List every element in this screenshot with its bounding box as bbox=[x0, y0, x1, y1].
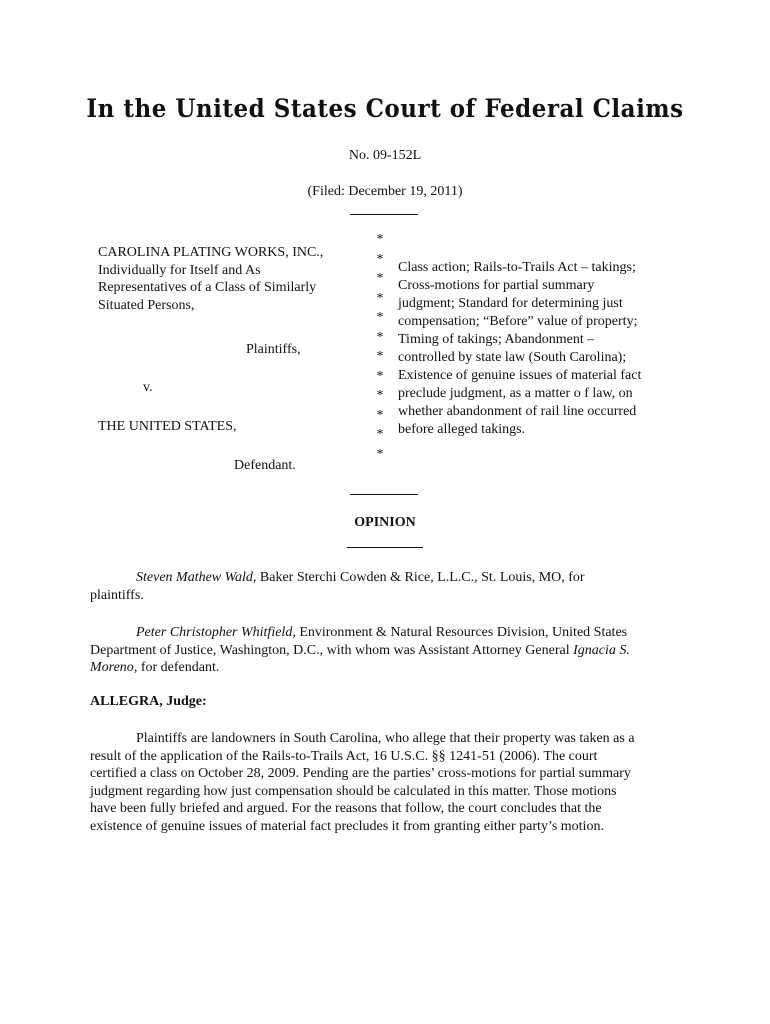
filed-date: (Filed: December 19, 2011) bbox=[307, 184, 463, 199]
defendant-name: THE UNITED STATES, bbox=[98, 419, 237, 434]
attorney-general-name: Ignacia S. bbox=[573, 642, 630, 658]
counsel-department: Department of Justice, Washington, D.C., with whom was Assistant Attorney General bbox=[90, 642, 574, 658]
summary-line: before alleged takings. bbox=[398, 422, 526, 437]
caption-star: * bbox=[376, 427, 384, 442]
court-title: In the United States Court of Federal Claims bbox=[86, 93, 684, 124]
defendant-label: Defendant. bbox=[234, 458, 296, 473]
divider-opinion bbox=[347, 547, 423, 548]
summary-line: Cross-motions for partial summary bbox=[398, 278, 595, 293]
counsel-defendant bbox=[90, 624, 690, 677]
caption-star: * bbox=[376, 251, 384, 267]
counsel-role: , for defendant. bbox=[133, 660, 220, 675]
caption-star: * bbox=[376, 349, 384, 364]
summary-line: preclude judgment, as a matter o f law, on bbox=[398, 386, 633, 401]
body-line: have been fully briefed and argued. For the reasons that follow, the court concludes that the bbox=[90, 801, 602, 816]
counsel-line bbox=[90, 624, 690, 642]
body-line: existence of genuine issues of material fact precludes it from granting either party’s motion. bbox=[90, 818, 604, 834]
counsel-firm: Baker Sterchi Cowden & Rice, L.L.C., St. Louis, MO, for bbox=[256, 570, 585, 585]
caption-star: * bbox=[376, 290, 384, 306]
counsel-line: plaintiffs. bbox=[90, 587, 144, 603]
counsel-division: , Environment & Natural Resources Division, United States bbox=[292, 625, 628, 640]
caption-star: * bbox=[376, 310, 384, 325]
counsel-name: Steven Mathew Wald, bbox=[136, 570, 257, 585]
opinion-heading: OPINION bbox=[354, 515, 416, 530]
divider-top bbox=[350, 214, 418, 215]
summary-line: Timing of takings; Abandonment – bbox=[398, 332, 595, 347]
caption-star: * bbox=[376, 271, 384, 286]
caption-star: * bbox=[376, 446, 384, 462]
caption-star: * bbox=[376, 368, 384, 384]
body-line: result of the application of the Rails-to-Trails Act, 16 U.S.C. §§ 1241-51 (2006). The court bbox=[90, 748, 598, 764]
summary-line: Existence of genuine issues of material fact bbox=[398, 368, 642, 383]
summary-line: compensation; “Before” value of property; bbox=[398, 314, 638, 329]
plaintiff-line: CAROLINA PLATING WORKS, INC., bbox=[98, 245, 324, 260]
caption-star: * bbox=[376, 329, 384, 345]
attorney-general-surname: Moreno bbox=[90, 660, 134, 675]
counsel-plaintiff bbox=[90, 569, 690, 604]
plaintiff-caption bbox=[98, 244, 368, 314]
divider-caption-bottom bbox=[350, 494, 418, 495]
counsel-line bbox=[90, 642, 690, 660]
plaintiff-line: Representatives of a Class of Similarly bbox=[98, 280, 317, 295]
counsel-line bbox=[90, 569, 690, 587]
plaintiffs-label: Plaintiffs, bbox=[246, 342, 301, 357]
counsel-line bbox=[90, 659, 690, 677]
plaintiff-line: Individually for Itself and As bbox=[98, 262, 261, 278]
summary-line: whether abandonment of rail line occurred bbox=[398, 404, 637, 419]
counsel-name: Peter Christopher Whitfield bbox=[136, 625, 293, 640]
body-line: certified a class on October 28, 2009. Pending are the parties’ cross-motions for partial summary bbox=[90, 766, 631, 781]
versus-label: v. bbox=[143, 380, 153, 395]
summary-line: judgment; Standard for determining just bbox=[398, 296, 623, 311]
plaintiff-line: Situated Persons, bbox=[98, 297, 195, 313]
opinion-body bbox=[90, 730, 690, 835]
case-summary bbox=[398, 259, 668, 439]
body-line: judgment regarding how just compensation should be calculated in this matter. Those motions bbox=[90, 783, 617, 799]
judge-heading: ALLEGRA, Judge: bbox=[90, 694, 207, 709]
case-number: No. 09-152L bbox=[348, 148, 422, 163]
caption-star: * bbox=[376, 407, 384, 423]
caption-star-column bbox=[373, 232, 387, 466]
summary-line: Class action; Rails-to-Trails Act – takings; bbox=[398, 260, 636, 275]
caption-star: * bbox=[376, 388, 384, 403]
caption-star: * bbox=[376, 232, 384, 247]
body-line: Plaintiffs are landowners in South Carolina, who allege that their property was taken as a bbox=[136, 731, 635, 746]
summary-line: controlled by state law (South Carolina); bbox=[398, 350, 627, 365]
